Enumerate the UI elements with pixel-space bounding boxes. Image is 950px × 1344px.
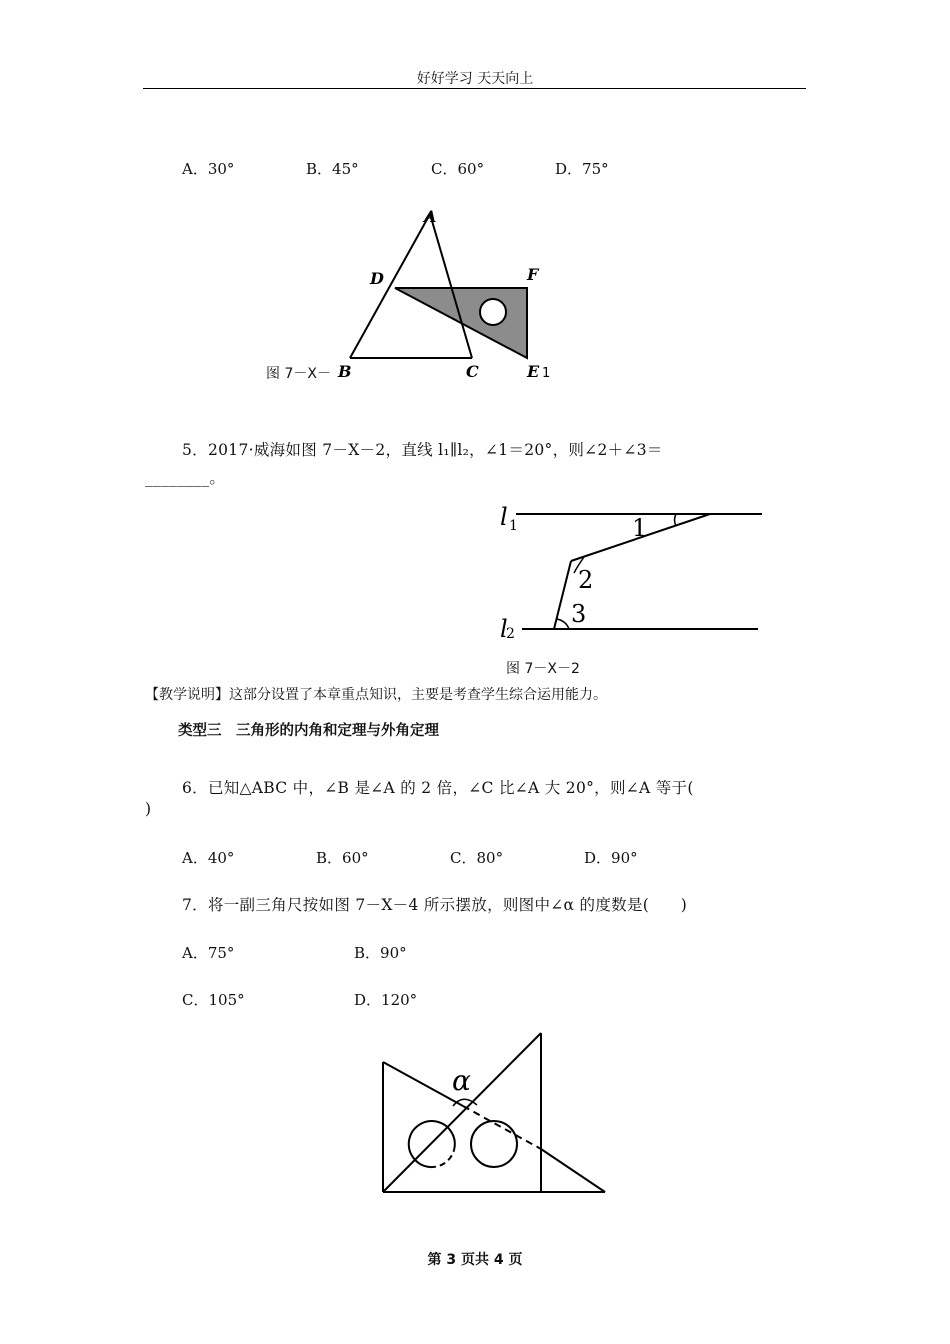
setsquare30-hyp-visible-1	[383, 1062, 463, 1106]
section-title: 类型三 三角形的内角和定理与外角定理	[178, 723, 439, 739]
q4-option-a: A．30°	[182, 160, 235, 178]
label-a: A	[424, 207, 437, 226]
q4-option-c: C．60°	[431, 160, 485, 178]
teaching-note: 【教学说明】这部分设置了本章重点知识，主要是考查学生综合运用能力。	[145, 687, 607, 703]
q7-option-c: C．105°	[182, 991, 245, 1009]
page-footer: 第 3 页共 4 页	[427, 1252, 523, 1268]
label-angle-1: 1	[632, 514, 648, 542]
setsquare30-hyp-visible-2	[541, 1149, 605, 1192]
label-b: B	[338, 362, 352, 381]
hole-left-dashed	[430, 1150, 454, 1167]
label-d: D	[370, 269, 384, 288]
label-e: E	[527, 362, 540, 381]
hole-right	[471, 1121, 517, 1167]
label-angle-3: 3	[571, 600, 587, 628]
label-l2: l	[500, 615, 508, 643]
label-c: C	[466, 362, 479, 381]
figure-caption-suffix: 1	[542, 366, 551, 381]
label-f: F	[527, 265, 539, 284]
q6-option-a: A．40°	[182, 849, 235, 867]
setsquare45-hypotenuse	[383, 1033, 541, 1192]
label-angle-2: 2	[578, 566, 594, 594]
figure-caption-q4: 图 7－X－	[266, 366, 331, 382]
q7-option-b: B．90°	[354, 944, 407, 962]
figure-caption-q5: 图 7－X－2	[506, 661, 580, 677]
q6-option-c: C．80°	[450, 849, 504, 867]
q6-option-d: D．90°	[584, 849, 638, 867]
label-l2-sub: 2	[506, 626, 515, 642]
page-header: 好好学习 天天向上	[416, 71, 534, 87]
question-5-text: 5．2017·威海如图 7－X－2，直线 l₁∥l₂，∠1＝20°，则∠2＋∠3＝	[182, 441, 663, 459]
q7-option-d: D．120°	[354, 991, 418, 1009]
setsquare30-hyp-hidden	[463, 1106, 541, 1149]
q4-option-d: D．75°	[555, 160, 609, 178]
label-alpha: α	[452, 1064, 471, 1097]
question-5-blank: ________。	[145, 469, 226, 487]
q7-option-a: A．75°	[182, 944, 235, 962]
q4-option-b: B．45°	[306, 160, 359, 178]
label-l1-sub: 1	[509, 518, 518, 534]
question-6-paren: )	[145, 800, 152, 818]
q6-option-b: B．60°	[316, 849, 369, 867]
question-7-text: 7．将一副三角尺按如图 7－X－4 所示摆放，则图中∠α 的度数是( )	[182, 896, 688, 914]
question-6-text: 6．已知△ABC 中，∠B 是∠A 的 2 倍，∠C 比∠A 大 20°，则∠A 等于(	[182, 779, 694, 797]
label-l1: l	[500, 503, 508, 531]
